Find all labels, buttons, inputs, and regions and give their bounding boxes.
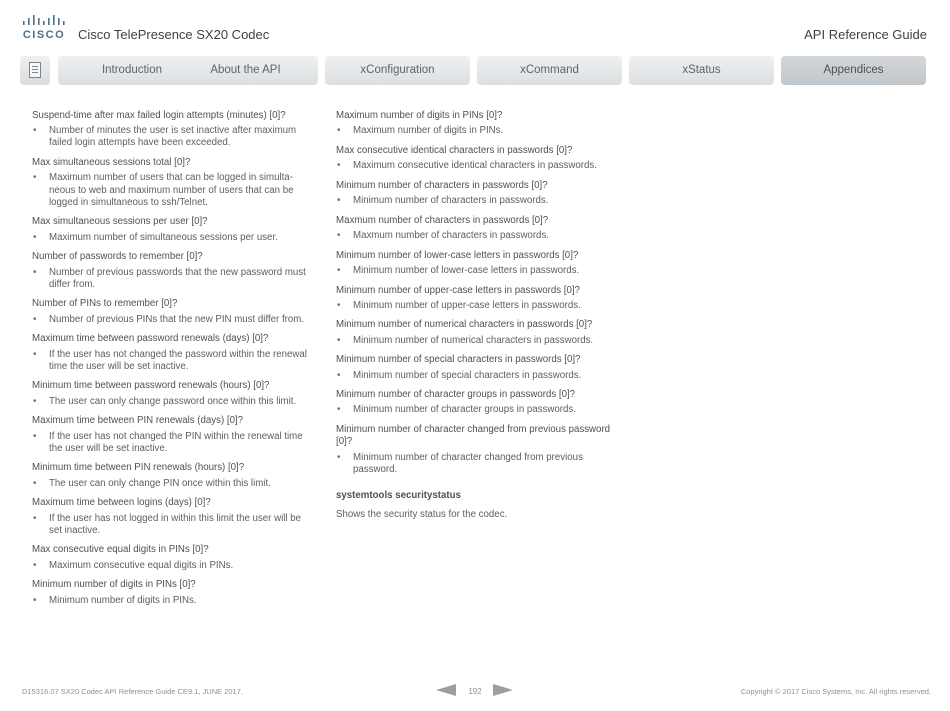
cisco-logo: [22, 14, 66, 42]
entry-bullet: • Minimum number of digits in PINs.: [32, 595, 312, 607]
list-item: [336, 250, 616, 277]
entry-bullet: • Minimum number of character changed from previous password.: [336, 452, 616, 476]
product-title: Cisco TelePresence SX20 Codec: [78, 27, 270, 42]
list-item: [336, 354, 616, 381]
list-item: [336, 424, 616, 476]
entry-bullet: • Minimum number of special characters in passwords.: [336, 370, 616, 382]
entry-bullet: • Number of minutes the user is set inactive after maximum failed login attempts have been exceeded.: [32, 125, 312, 149]
entry-question: Max simultaneous sessions per user [0]?: [32, 216, 208, 228]
contents-button[interactable]: [20, 56, 50, 85]
section-description: Shows the security status for the codec.: [336, 509, 508, 521]
entry-bullet: • Number of previous PINs that the new PIN must differ from.: [32, 314, 312, 326]
entry-bullet: • If the user has not logged in within this limit the user will be set inactive.: [32, 513, 312, 537]
right-column: [336, 110, 616, 521]
list-item: [336, 285, 616, 312]
left-column: [32, 110, 312, 614]
entry-bullet: • Maximum number of users that can be logged in simulta-neous to web and maximum number of users that can be logged in simultaneous to ssh/Telnet.: [32, 172, 312, 209]
entry-question: Minimum number of lower-case letters in passwords [0]?: [336, 249, 579, 261]
next-page-icon[interactable]: [493, 684, 513, 696]
list-item: [32, 298, 312, 325]
entry-bullet: • Minimum number of upper-case letters in passwords.: [336, 300, 616, 312]
entry-question: Maximum time between logins (days) [0]?: [32, 497, 211, 509]
document-icon: [29, 62, 41, 78]
entry-bullet: • Maxmum number of characters in passwords.: [336, 230, 616, 242]
entry-question: Maxmum number of characters in passwords [0]?: [336, 214, 549, 226]
entry-question: Minimum number of special characters in passwords [0]?: [336, 354, 581, 366]
list-item: [336, 215, 616, 242]
list-item: [336, 145, 616, 172]
list-item: [32, 497, 312, 537]
list-item: [32, 544, 312, 571]
cisco-bars-icon: [22, 14, 66, 28]
prev-page-icon[interactable]: [436, 684, 456, 696]
entry-bullet: • Minimum number of characters in passwords.: [336, 195, 616, 207]
entry-bullet: • If the user has not changed the PIN within the renewal time the user will be set inactive.: [32, 431, 312, 455]
list-item: [32, 216, 312, 243]
entry-question: Number of PINs to remember [0]?: [32, 298, 178, 310]
copyright-text: Copyright © 2017 Cisco Systems, Inc. All rights reserved.: [740, 687, 931, 696]
list-item: [336, 319, 616, 346]
logo-text: CISCO: [22, 29, 66, 41]
list-item: [32, 415, 312, 455]
list-item: [336, 180, 616, 207]
entry-bullet: • Maximum number of digits in PINs.: [336, 125, 616, 137]
entry-question: Suspend-time after max failed login attempts (minutes) [0]?: [32, 110, 286, 121]
entry-question: Max consecutive identical characters in passwords [0]?: [336, 144, 573, 156]
entry-bullet: • The user can only change password once within this limit.: [32, 396, 312, 408]
list-item: [32, 333, 312, 373]
entry-bullet: • Maximum consecutive identical characters in passwords.: [336, 160, 616, 172]
list-item: [32, 462, 312, 489]
tab-about-the-api[interactable]: About the API: [173, 56, 318, 85]
entry-question: Max simultaneous sessions total [0]?: [32, 157, 191, 169]
document-id: D15316.07 SX20 Codec API Reference Guide CE9.1, JUNE 2017.: [22, 687, 243, 696]
page-footer: [0, 680, 950, 705]
list-item: [32, 251, 312, 291]
entry-question: Minimum number of character groups in passwords [0]?: [336, 389, 576, 401]
page-header: [0, 0, 950, 50]
entry-question: Max consecutive equal digits in PINs [0]?: [32, 544, 209, 556]
tab-xconfiguration[interactable]: xConfiguration: [325, 56, 470, 85]
entry-bullet: • The user can only change PIN once within this limit.: [32, 478, 312, 490]
entry-question: Minimum time between password renewals (hours) [0]?: [32, 380, 270, 392]
entry-bullet: • Maximum number of simultaneous sessions per user.: [32, 232, 312, 244]
list-item: [32, 110, 312, 150]
entry-question: Minimum number of characters in passwords [0]?: [336, 179, 548, 191]
tab-xstatus[interactable]: xStatus: [629, 56, 774, 85]
entry-question: Maximum number of digits in PINs [0]?: [336, 110, 503, 121]
entry-question: Minimum number of digits in PINs [0]?: [32, 579, 196, 591]
entry-question: Maximum time between PIN renewals (days) [0]?: [32, 415, 244, 427]
list-item: [32, 579, 312, 606]
entry-bullet: • Maximum consecutive equal digits in PINs.: [32, 560, 312, 572]
entry-question: Minimum time between PIN renewals (hours) [0]?: [32, 462, 245, 474]
entry-bullet: • Minimum number of character groups in passwords.: [336, 404, 616, 416]
guide-title: API Reference Guide: [804, 27, 927, 42]
entry-question: Maximum time between password renewals (days) [0]?: [32, 333, 269, 345]
pager: [436, 680, 516, 700]
list-item: [336, 110, 616, 137]
entry-bullet: • Minimum number of numerical characters in passwords.: [336, 335, 616, 347]
list-item: [32, 380, 312, 407]
entry-bullet: • Minimum number of lower-case letters in passwords.: [336, 265, 616, 277]
list-item: [336, 389, 616, 416]
section-heading: systemtools securitystatus: [336, 489, 461, 501]
tab-bar: [20, 56, 930, 85]
tab-xcommand[interactable]: xCommand: [477, 56, 622, 85]
list-item: [32, 157, 312, 209]
page-number: 192: [468, 687, 482, 696]
entry-question: Minimum number of numerical characters in passwords [0]?: [336, 319, 593, 331]
tab-introduction[interactable]: Introduction: [58, 56, 206, 85]
entry-question: Number of passwords to remember [0]?: [32, 251, 203, 263]
entry-bullet: • If the user has not changed the password within the renewal time the user will be set inactive.: [32, 349, 312, 373]
entry-bullet: • Number of previous passwords that the new password must differ from.: [32, 267, 312, 291]
entry-question: Minimum number of character changed from previous password [0]?: [336, 424, 611, 448]
tab-appendices[interactable]: Appendices: [781, 56, 926, 85]
entry-question: Minimum number of upper-case letters in passwords [0]?: [336, 284, 580, 296]
